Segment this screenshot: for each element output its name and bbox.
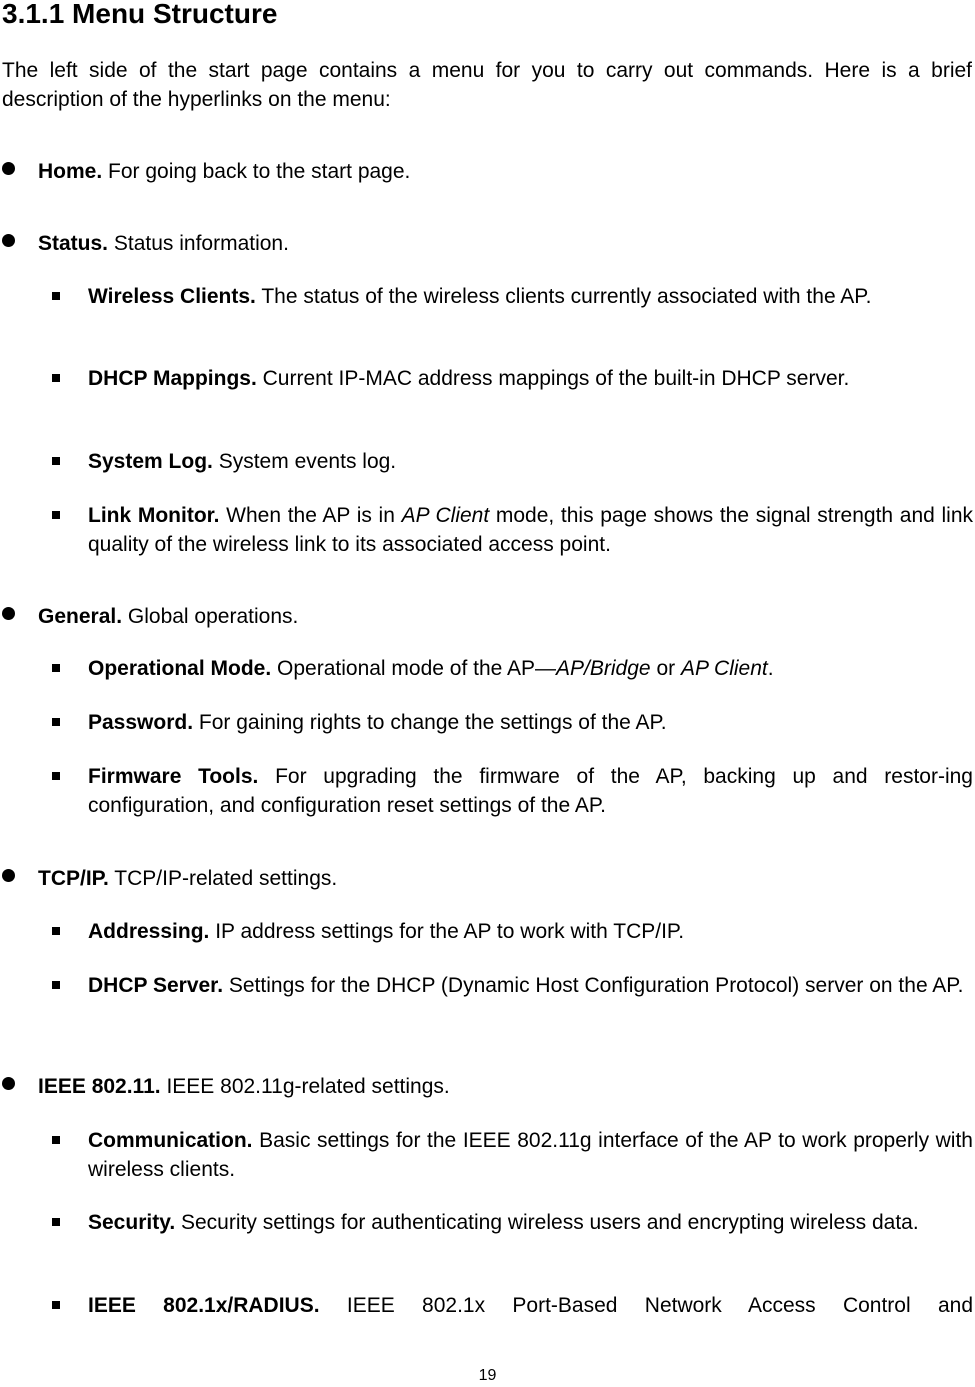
submenu-item-communication: [88, 1127, 973, 1184]
submenu-item-security: [88, 1209, 973, 1238]
submenu-item-dhcp-mappings: [88, 365, 973, 394]
square-bullet-icon: [52, 511, 60, 519]
submenu-item-title: Link Monitor.: [88, 504, 220, 527]
submenu-item-dhcp-server: [88, 972, 973, 1001]
submenu-item-desc: The status of the wireless clients currently associated with the AP.: [261, 285, 872, 308]
submenu-item-desc: Current IP-MAC address mappings of the built-in DHCP server.: [262, 367, 850, 390]
square-bullet-icon: [52, 374, 60, 382]
bullet-icon: [2, 607, 15, 620]
submenu-item-desc: For gaining rights to change the settings of the AP.: [198, 711, 667, 734]
page-number: 19: [478, 1367, 497, 1384]
submenu-item-title: Operational Mode.: [88, 657, 272, 680]
square-bullet-icon: [52, 927, 60, 935]
square-bullet-icon: [52, 981, 60, 989]
menu-item-title: IEEE 802.11.: [38, 1075, 161, 1098]
section-heading: 3.1.1 Menu Structure: [2, 0, 278, 29]
submenu-item-desc: For upgrading the firmware of the AP, backing up and restor-ing configuration, and configuration reset settings of the AP.: [88, 765, 973, 817]
bullet-icon: [2, 234, 15, 247]
menu-item-desc: Global operations.: [127, 605, 299, 628]
submenu-item-title: Security.: [88, 1211, 176, 1234]
submenu-item-desc: IP address settings for the AP to work with TCP/IP.: [215, 920, 685, 943]
submenu-item-title: Addressing.: [88, 920, 210, 943]
submenu-item-desc: IEEE 802.1x Port-Based Network Access Control and: [346, 1294, 973, 1317]
square-bullet-icon: [52, 1301, 60, 1309]
bullet-icon: [2, 869, 15, 882]
menu-item-desc: IEEE 802.11g-related settings.: [166, 1075, 450, 1098]
bullet-icon: [2, 1077, 15, 1090]
menu-item-desc: Status information.: [113, 232, 289, 255]
intro-paragraph: The left side of the start page contains a menu for you to carry out commands. Here is a brief description of the hyperlinks on the menu:: [2, 59, 972, 111]
menu-item-title: General.: [38, 605, 123, 628]
menu-item-title: Status.: [38, 232, 109, 255]
submenu-item-desc: System events log.: [218, 450, 397, 473]
submenu-item-link-monitor: Link Monitor. When the AP is in AP Client mode, this page shows the signal strength and link quality of the wireless link to its associated access point.: [88, 502, 973, 559]
submenu-item-firmware-tools: [88, 763, 973, 820]
submenu-item-system-log: [88, 448, 973, 477]
bullet-icon: [2, 162, 15, 175]
submenu-item-wireless-clients: [88, 283, 973, 312]
menu-item-desc: For going back to the start page.: [108, 160, 411, 183]
square-bullet-icon: [52, 664, 60, 672]
submenu-item-ieee8021x-radius: [88, 1292, 973, 1321]
square-bullet-icon: [52, 457, 60, 465]
submenu-item-addressing: [88, 918, 973, 947]
submenu-item-title: IEEE 802.1x/RADIUS.: [88, 1294, 320, 1317]
square-bullet-icon: [52, 1218, 60, 1226]
submenu-item-title: Communication.: [88, 1129, 253, 1152]
menu-item-title: Home.: [38, 160, 103, 183]
submenu-item-desc: Basic settings for the IEEE 802.11g interface of the AP to work properly with wireless clients.: [88, 1129, 973, 1181]
submenu-item-title: DHCP Mappings.: [88, 367, 257, 390]
menu-item-title: TCP/IP.: [38, 867, 109, 890]
submenu-item-title: DHCP Server.: [88, 974, 224, 997]
submenu-item-title: Password.: [88, 711, 194, 734]
square-bullet-icon: [52, 1136, 60, 1144]
submenu-item-title: Wireless Clients.: [88, 285, 256, 308]
square-bullet-icon: [52, 772, 60, 780]
menu-item-desc: TCP/IP-related settings.: [114, 867, 338, 890]
square-bullet-icon: [52, 292, 60, 300]
submenu-item-operational-mode: Operational Mode. Operational mode of the AP—AP/Bridge or AP Client.: [88, 655, 973, 684]
submenu-item-password: [88, 709, 973, 738]
submenu-item-desc: Settings for the DHCP (Dynamic Host Configuration Protocol) server on the AP.: [228, 974, 964, 997]
submenu-item-title: Firmware Tools.: [88, 765, 259, 788]
submenu-item-desc: Security settings for authenticating wireless users and encrypting wireless data.: [181, 1211, 919, 1234]
square-bullet-icon: [52, 718, 60, 726]
submenu-item-title: System Log.: [88, 450, 213, 473]
